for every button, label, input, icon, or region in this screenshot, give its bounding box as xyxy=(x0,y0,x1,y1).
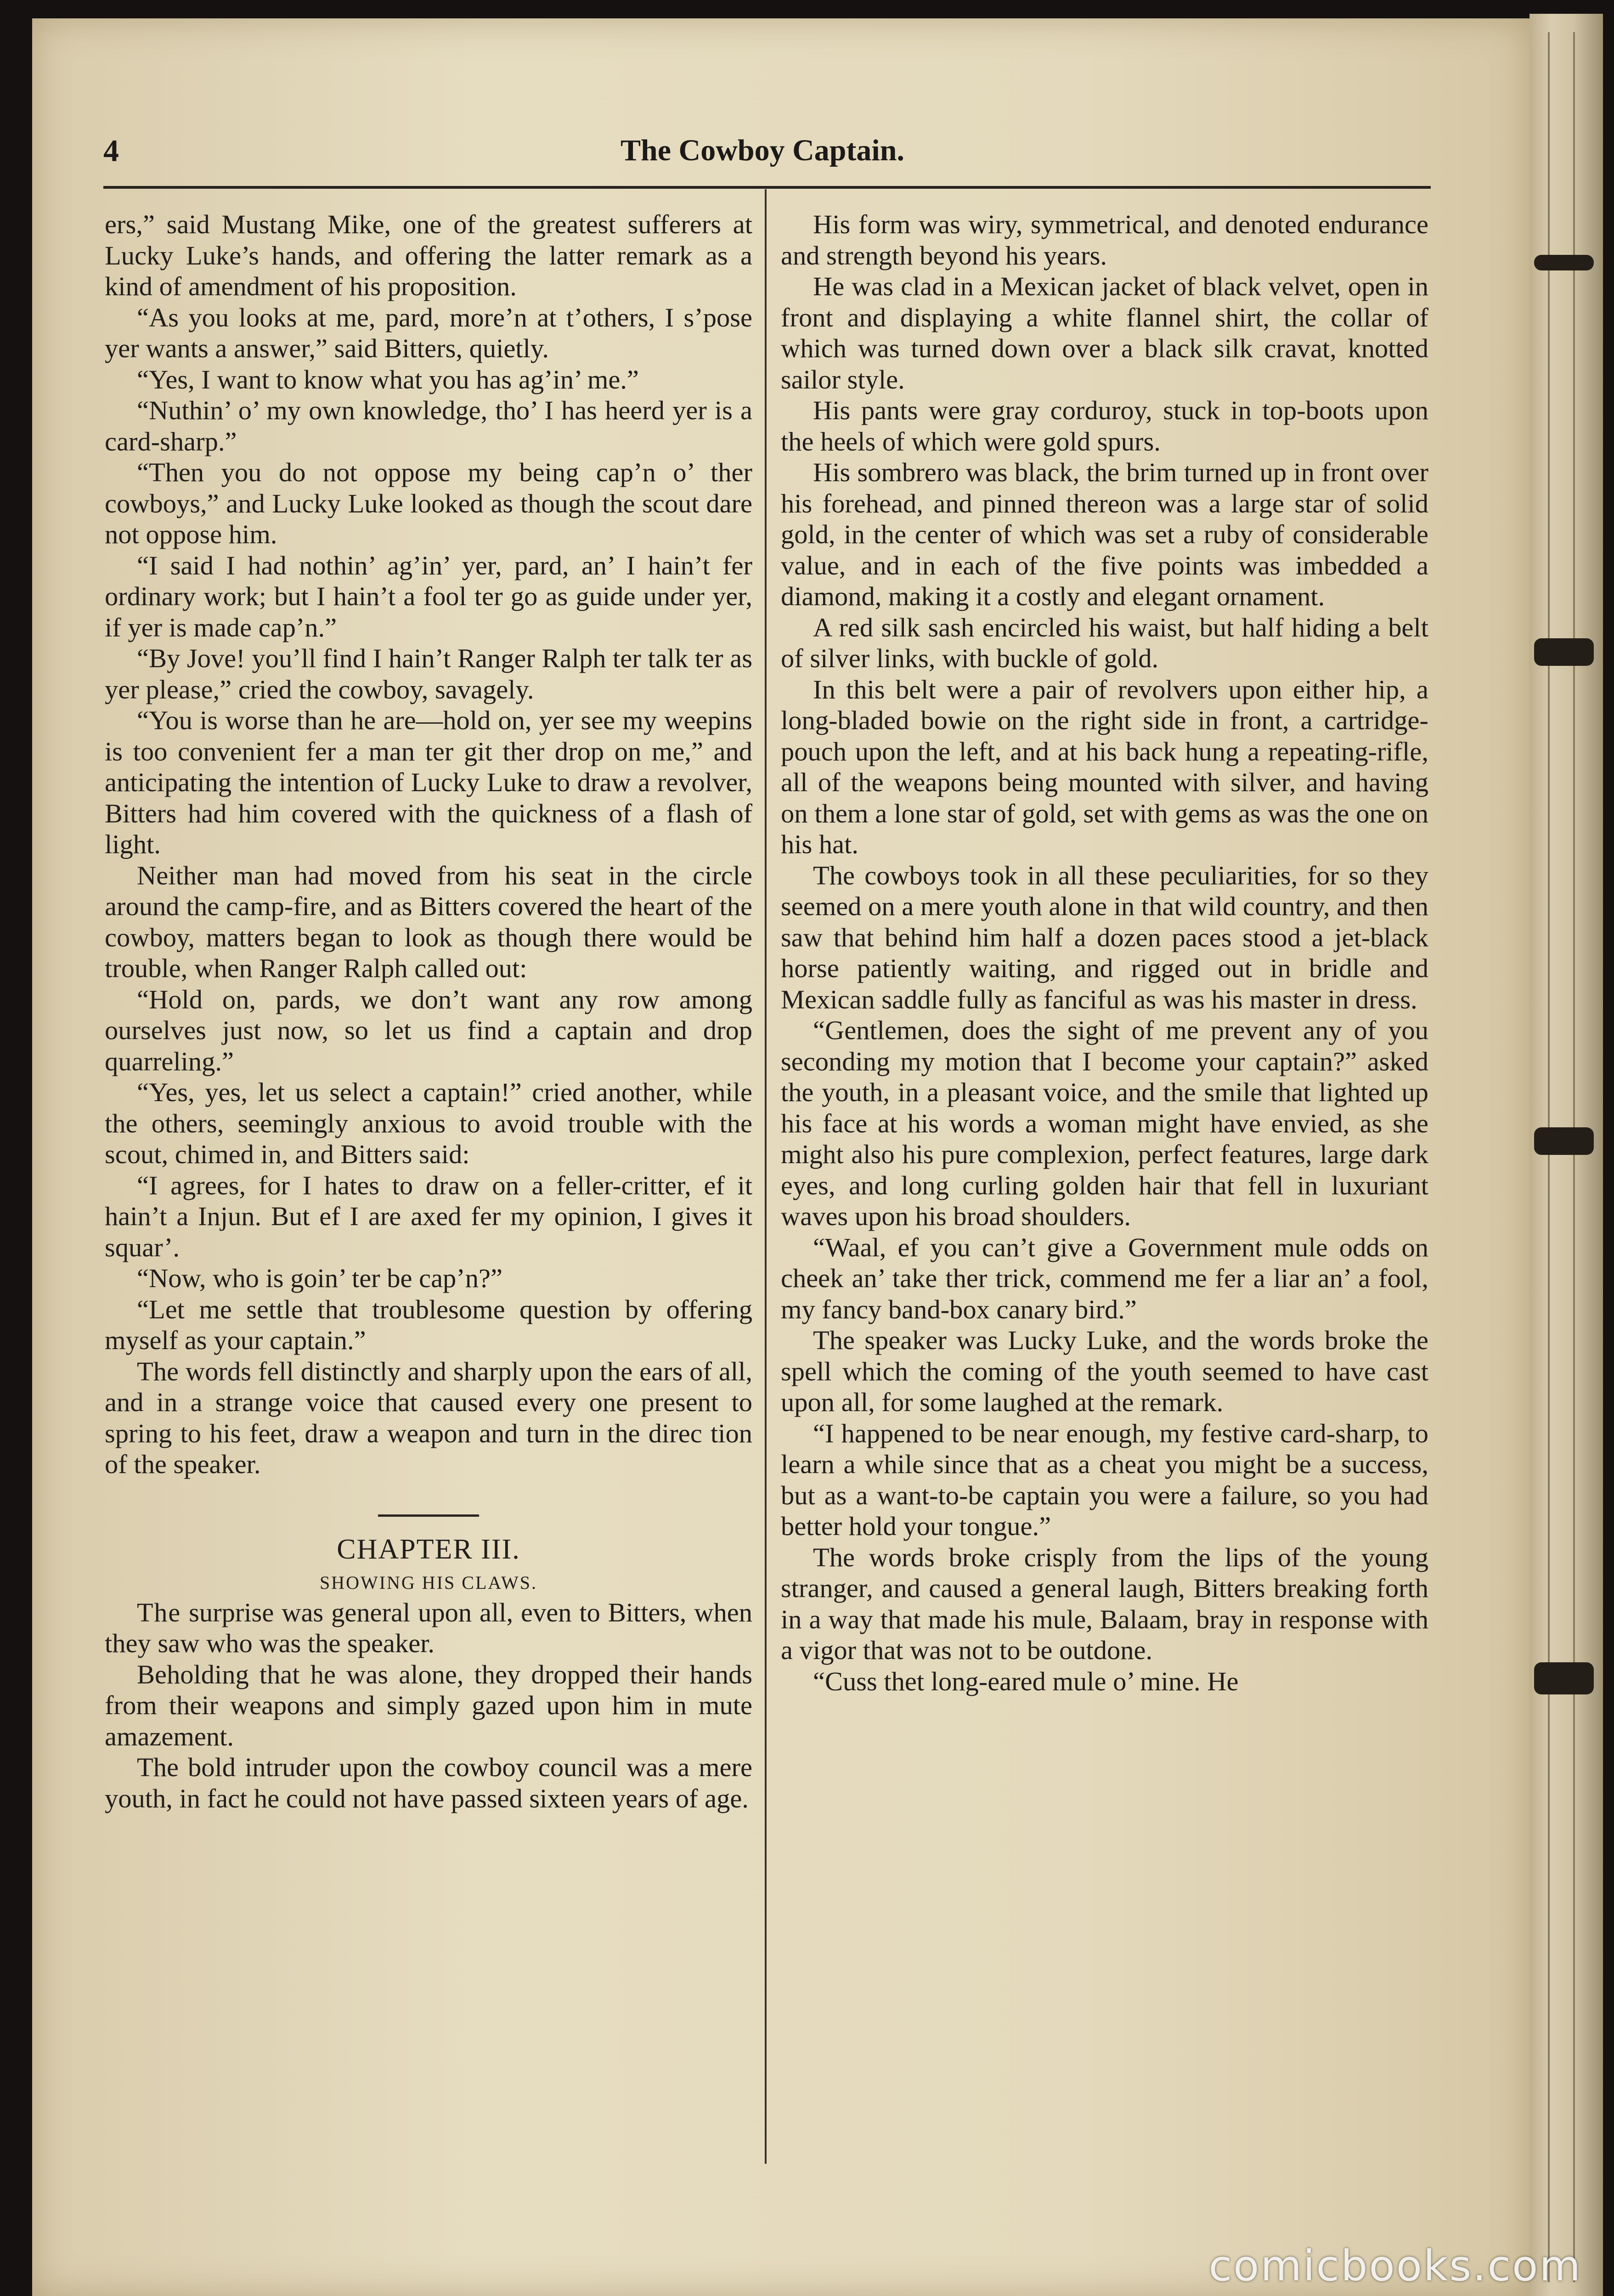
left-column xyxy=(105,209,752,1814)
paragraph: “You is worse than he are—hold on, yer see my weepins is too convenient fer a man ter git ther drop on me,” and anticipating the intention of Lucky Luke to draw a revolver, Bitters had him covered with the quickness of a flash of light. xyxy=(105,705,752,859)
paragraph: In this belt were a pair of revolvers upon either hip, a long-bladed bowie on the right side in front, a cartridge-pouch upon the left, and at his back hung a repeating-rifle, all of the weapons being mounted with silver, and having on them a lone star of gold, set with gems as was the one on his hat. xyxy=(781,674,1428,859)
paragraph: ers,” said Mustang Mike, one of the greatest sufferers at Lucky Luke’s hands, and offering the latter remark as a kind of amendment of his proposition. xyxy=(105,209,752,301)
paragraph: “By Jove! you’ll find I hain’t Ranger Ralph ter talk ter as yer please,” cried the cowboy, savagely. xyxy=(105,643,752,704)
paragraph: His sombrero was black, the brim turned up in front over his forehead, and pinned thereon was a large star of solid gold, in the center of which was set a ruby of considerable value, and in each of the five points was imbedded a diamond, making it a costly and elegant ornament. xyxy=(781,457,1428,611)
paragraph: “I agrees, for I hates to draw on a feller-critter, ef it hain’t a Injun. But ef I are axed fer my opinion, I gives it squar’. xyxy=(105,1170,752,1262)
paragraph: Beholding that he was alone, they dropped their hands from their weapons and simply gazed upon him in mute amazement. xyxy=(105,1659,752,1751)
paragraph: “Yes, I want to know what you has ag’in’ me.” xyxy=(137,364,639,394)
opening-word: The xyxy=(137,1597,181,1627)
binding-stitch xyxy=(1534,1662,1594,1694)
page-number: 4 xyxy=(103,133,119,168)
chapter-title: CHAPTER III. xyxy=(337,1533,520,1565)
paragraph: Neither man had moved from his seat in the circle around the camp-fire, and as Bitters covered the heart of the cowboy, matters began to look as though there would be trouble, when Ranger Ralph called out: xyxy=(105,860,752,983)
spine-edge-line xyxy=(1573,32,1575,2282)
opening-text: surprise was general upon all, even to Bitters, when they saw who was the speaker. xyxy=(105,1597,752,1658)
right-column xyxy=(781,209,1428,1697)
paragraph: “Waal, ef you can’t give a Government mule odds on cheek an’ take ther trick, commend me fer a liar an’ a fool, my fancy band-box canary bird.” xyxy=(781,1232,1428,1324)
binding-stitch xyxy=(1534,255,1594,270)
paragraph: The speaker was Lucky Luke, and the words broke the spell which the coming of the youth seemed to have cast upon all, for some laughed at the remark. xyxy=(781,1325,1428,1417)
paragraph: “Yes, yes, let us select a captain!” cried another, while the others, seemingly anxious to avoid trouble with the scout, chimed in, and Bitters said: xyxy=(105,1077,752,1169)
paragraph: A red silk sash encircled his waist, but half hiding a belt of silver links, with buckle of gold. xyxy=(781,612,1428,673)
paragraph: “Gentlemen, does the sight of me prevent any of you seconding my motion that I become your captain?” asked the youth, in a pleasant voice, and the smile that lighted up his face at his words a woman might have envied, as she might also his pure complexion, perfect features, large dark eyes, and long curling golden hair that fell in luxuriant waves upon his broad shoulders. xyxy=(781,1015,1428,1231)
chapter-heading xyxy=(105,1480,752,1597)
book-spine xyxy=(1529,14,1603,2296)
paragraph: “Hold on, pards, we don’t want any row among ourselves just now, so let us find a captain and drop quarreling.” xyxy=(105,984,752,1076)
paragraph: His pants were gray corduroy, stuck in top-boots upon the heels of which were gold spurs. xyxy=(781,395,1428,456)
paragraph: The bold intruder upon the cowboy council was a mere youth, in fact he could not have passed sixteen years of age. xyxy=(105,1752,752,1813)
chapter-opening-paragraph xyxy=(105,1597,752,1659)
chapter-subtitle: SHOWING HIS CLAWS. xyxy=(319,1572,538,1593)
paragraph: “Then you do not oppose my being cap’n o’ ther cowboys,” and Lucky Luke looked as though the scout dare not oppose him. xyxy=(105,457,752,549)
paragraph: “I happened to be near enough, my festive card-sharp, to learn a while since that as a cheat you might be a success, but as a want-to-be captain you were a failure, so you had better hold your tongue.” xyxy=(781,1418,1428,1541)
binding-stitch xyxy=(1534,1127,1594,1155)
column-divider xyxy=(765,189,767,2164)
paragraph: His form was wiry, symmetrical, and denoted endurance and strength beyond his years. xyxy=(781,209,1428,270)
paragraph: “I said I had nothin’ ag’in’ yer, pard, an’ I hain’t fer ordinary work; but I hain’t a fool ter go as guide under yer, if yer is made cap’n.” xyxy=(105,550,752,642)
page-header xyxy=(103,132,1422,169)
paragraph: “Now, who is goin’ ter be cap’n?” xyxy=(137,1263,502,1293)
paragraph: “Cuss thet long-eared mule o’ mine. He xyxy=(813,1666,1239,1696)
paragraph: He was clad in a Mexican jacket of black velvet, open in front and displaying a white flannel shirt, the collar of which was turned down over a black silk cravat, knotted sailor style. xyxy=(781,271,1428,394)
running-title: The Cowboy Captain. xyxy=(621,134,904,167)
chapter-divider xyxy=(378,1514,479,1517)
spine-edge-line xyxy=(1548,32,1550,2282)
paragraph: The words broke crisply from the lips of the young stranger, and caused a general laugh, Bitters breaking forth in a way that made his mule, Balaam, bray in response with a vigor that was not to be outdone. xyxy=(781,1542,1428,1665)
paragraph: “Nuthin’ o’ my own knowledge, tho’ I has heerd yer is a card-sharp.” xyxy=(105,395,752,456)
binding-stitch xyxy=(1534,638,1594,666)
paragraph: The cowboys took in all these peculiarities, for so they seemed on a mere youth alone in that wild country, and then saw that behind him half a dozen paces stood a jet-black horse patiently waiting, and rigged out in bridle and Mexican saddle fully as fanciful as was his master in dress. xyxy=(781,860,1428,1014)
paragraph: “As you looks at me, pard, more’n at t’others, I s’pose yer wants a answer,” said Bitters, quietly. xyxy=(105,302,752,363)
watermark: comicbooks.com xyxy=(1208,2241,1582,2290)
paragraph: The words fell distinctly and sharply upon the ears of all, and in a strange voice that caused every one present to spring to his feet, draw a weapon and turn in the direc tion of the speaker. xyxy=(105,1356,752,1479)
header-rule xyxy=(103,186,1431,189)
paragraph: “Let me settle that troublesome question by offering myself as your captain.” xyxy=(105,1294,752,1355)
